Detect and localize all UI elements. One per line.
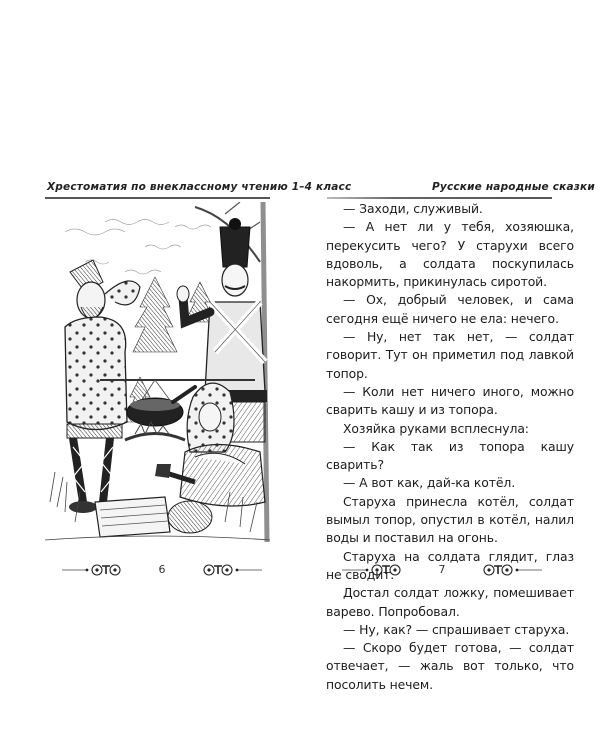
story-text	[326, 200, 574, 694]
page-number: 7	[438, 563, 446, 576]
paragraph: Старуха принесла котёл, солдат вымыл топор, опустил в котёл, налил воды и поставил на огонь.	[326, 493, 574, 546]
footer-left	[62, 562, 262, 578]
running-head-right: Русские народные сказки	[432, 181, 595, 193]
paragraph: — Как так из топора кашу сварить?	[326, 438, 574, 473]
page-number: 6	[158, 563, 166, 576]
header-rule	[45, 197, 270, 199]
paragraph: — Ну, как? — спрашивает старуха.	[343, 621, 570, 637]
paragraph: Старуха на солдата глядит, глаз не сводит.	[326, 548, 574, 582]
paragraph: — Скоро будет готова, — солдат отвечает, — жаль вот только, что посолить нечем.	[326, 640, 574, 692]
paragraph: — Ох, добрый человек, и сама сегодня ещё ничего не ела: нечего.	[326, 292, 574, 326]
running-head-left: Хрестоматия по внеклассному чтению 1–4 класс	[47, 181, 352, 193]
paragraph: — А вот как, дай-ка котёл.	[343, 475, 516, 491]
header-rule	[327, 197, 552, 199]
illustration-image	[45, 202, 270, 542]
paragraph: — А нет ли у тебя, хозяюшка, перекусить чего? У старухи всего вдоволь, а солдата поскупилась накормить, прикинулась сиротой.	[326, 219, 574, 290]
paragraph: — Ну, нет так нет, — солдат говорит. Тут он приметил под лавкой топор.	[326, 329, 574, 381]
paragraph: Достал солдат ложку, помешивает варево. Попробовал.	[326, 585, 574, 619]
scroll-ornament-icon	[202, 562, 262, 578]
paragraph: — Коли нет ничего иного, можно сварить кашу и из топора.	[326, 383, 574, 418]
paragraph: Хозяйка руками всплеснула:	[343, 420, 529, 436]
paragraph: — Заходи, служивый.	[343, 201, 483, 216]
